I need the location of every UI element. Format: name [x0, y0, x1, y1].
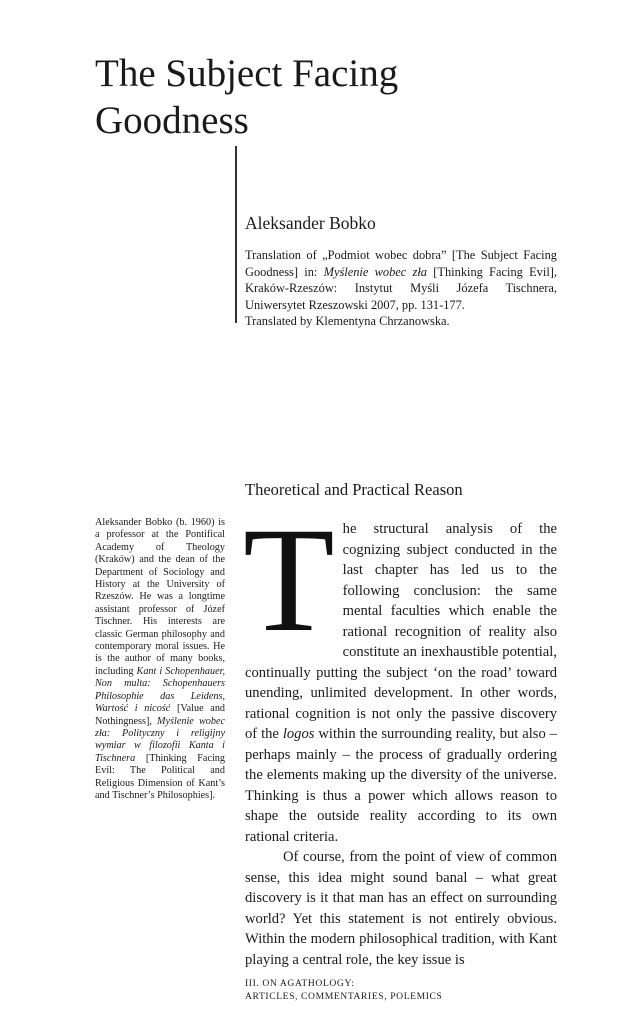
source-book-title: Myślenie wobec zła: [323, 264, 428, 279]
logos-term: logos: [282, 726, 315, 742]
translation-note-text: [245, 248, 557, 312]
paragraph-1-part1: he structural analysis of the cognizing subject conducted in the last chapter has led us to the following conclusion: the same mental faculties which enable the rational recognition of reality also constitute an inexhaustible potential, continually putting the subject ‘on the road’ toward unending, unlimited development. In other words, rational cognition is not only the passive discovery of the: [245, 521, 557, 742]
translation-note-part2: [Thinking Facing Evil], Kraków-Rzeszów: Instytut Myśli Józefa Tischnera, Uniwersytet Rzeszowski 2007, pp. 131-177.: [245, 264, 557, 312]
translator-credit: Translated by Klementyna Chrzanowska.: [245, 314, 450, 328]
article-title: [95, 50, 535, 144]
running-footer: [245, 978, 442, 1003]
author-bio: [95, 517, 225, 802]
bio-books-1: Kant i Schopenhauer, Non multa: Schopenhauers Philosophie das Leidens, Wartość i nicość: [95, 665, 226, 715]
footer-line-1: III. ON AGATHOLOGY:: [245, 978, 355, 989]
section-heading: Theoretical and Practical Reason: [245, 480, 463, 499]
bio-text-2: [Value and Nothingness],: [95, 703, 226, 727]
title-line-2: Goodness: [95, 99, 249, 142]
bio-text-1: Aleksander Bobko (b. 1960) is a professor at the Pontifical Academy of Theology (Kraków) and the dean of the Department of Sociology and History at the University of Rzeszów. He was a longtime assistant professor of Józef Tischner. His interests are classic German philosophy and contemporary moral issues. He is the author of many books, including: [95, 517, 225, 677]
title-line-1: The Subject Facing: [95, 52, 399, 95]
vertical-divider: [235, 146, 237, 323]
drop-cap: T: [243, 497, 335, 663]
bio-books-2: Myślenie wobec zła: Polityczny i religijny wymiar w filozofii Kanta i Tischnera: [95, 715, 225, 764]
paragraph-2: Of course, from the point of view of common sense, this idea might sound banal – what great discovery is it that man has an effect on surrounding world? Yet this statement is not entirely obvious. Within the modern philosophical tradition, with Kant playing a central role, the key issue is: [245, 849, 557, 968]
article-body: [243, 497, 557, 970]
translation-note: [245, 247, 557, 330]
translation-note-part1: Translation of „Podmiot wobec dobra” [The Subject Facing Goodness] in:: [245, 248, 557, 279]
paragraph-1: [243, 497, 557, 847]
footer-line-2: ARTICLES, COMMENTARIES, POLEMICS: [245, 990, 443, 1002]
paragraph-1-part2: within the surrounding reality, but also – perhaps mainly – the process of gradually ordering the elements making up the diversity of the universe. Thinking is thus a power which allows reason to shape the outside reality according to its own rational criteria.: [245, 726, 557, 845]
author-name: Aleksander Bobko: [245, 213, 376, 233]
bio-text-3: [Thinking Facing Evil: The Political and Religious Dimension of Kant’s and Tischner’s Philosophies].: [95, 752, 225, 801]
